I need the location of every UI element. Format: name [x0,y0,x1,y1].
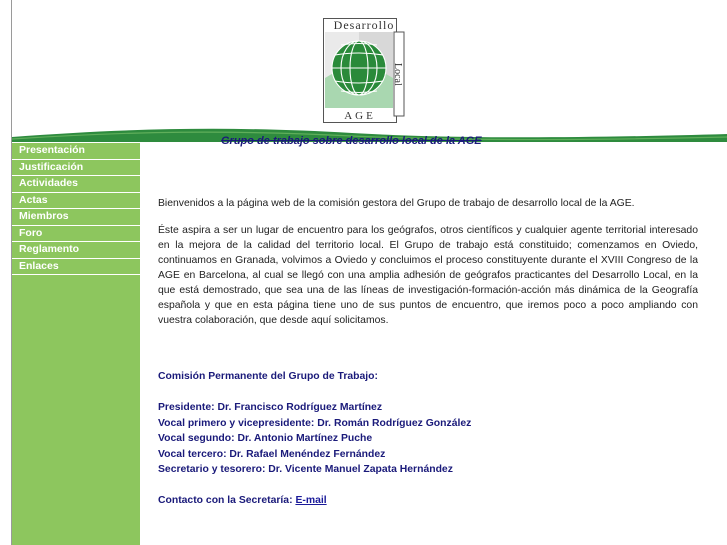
page-frame [11,0,727,545]
welcome-paragraph: Bienvenidos a la página web de la comisión gestora del Grupo de trabajo de desarrollo local de la AGE. [158,198,635,209]
logo-title-text: Desarrollo [333,18,395,32]
member-third-vocal: Vocal tercero: Dr. Rafael Menéndez Fernández [158,448,386,460]
contact-label: Contacto con la Secretaría: [158,495,296,506]
member-vice-president: Vocal primero y vicepresidente: Dr. Román Rodríguez González [158,417,472,429]
member-secretary: Secretario y tesorero: Dr. Vicente Manuel Zapata Hernández [158,464,453,475]
page-title: Grupo de trabajo sobre desarrollo local de la AGE [221,135,482,147]
commission-section [158,369,698,506]
sidebar-item-enlaces[interactable]: Enlaces [12,259,140,276]
logo-side-text: Local [392,62,403,86]
member-list [158,400,471,478]
sidebar-item-reglamento[interactable]: Reglamento [12,242,140,259]
sidebar-item-miembros[interactable]: Miembros [12,209,140,226]
header [12,0,727,142]
commission-heading: Comisión Permanente del Grupo de Trabajo: [158,371,378,382]
logo-bottom-text: AGE [344,110,376,122]
sidebar-item-actividades[interactable]: Actividades [12,176,140,193]
sidebar-item-actas[interactable]: Actas [12,193,140,210]
logo[interactable] [323,18,405,124]
email-link[interactable]: E-mail [295,495,327,506]
about-paragraph: Éste aspira a ser un lugar de encuentro para los geógrafos, otros científicos y cualquier agente territorial interesado en la mejora de la calidad del territorio local. El Grupo de trabajo está constituido; comenzamos en Oviedo, continuamos en Granada, volvimos a Oviedo y concluimos el proceso constituyente durante el XVIII Congreso de la AGE en Barcelona, al cual se llegó con una amplia adhesión de geógrafos practicantes del Desarrollo Local, en la que está demostrado, que sea una de las líneas de investigación-formación-acción más dinámica de la Geografía española y que en esta página tiene uno de sus puntos de encuentro, que iremos poco a poco ampliando con vuestra colaboración, que desde aquí solicitamos. [158,225,698,326]
sidebar-item-foro[interactable]: Foro [12,226,140,243]
member-second-vocal: Vocal segundo: Dr. Antonio Martínez Puche [158,433,373,444]
member-president: Presidente: Dr. Francisco Rodríguez Martínez [158,402,383,413]
contact-line [158,493,327,508]
sidebar-item-justificacion[interactable]: Justificación [12,160,140,177]
sidebar-nav [12,142,140,545]
sidebar-item-presentacion[interactable]: Presentación [12,142,140,160]
